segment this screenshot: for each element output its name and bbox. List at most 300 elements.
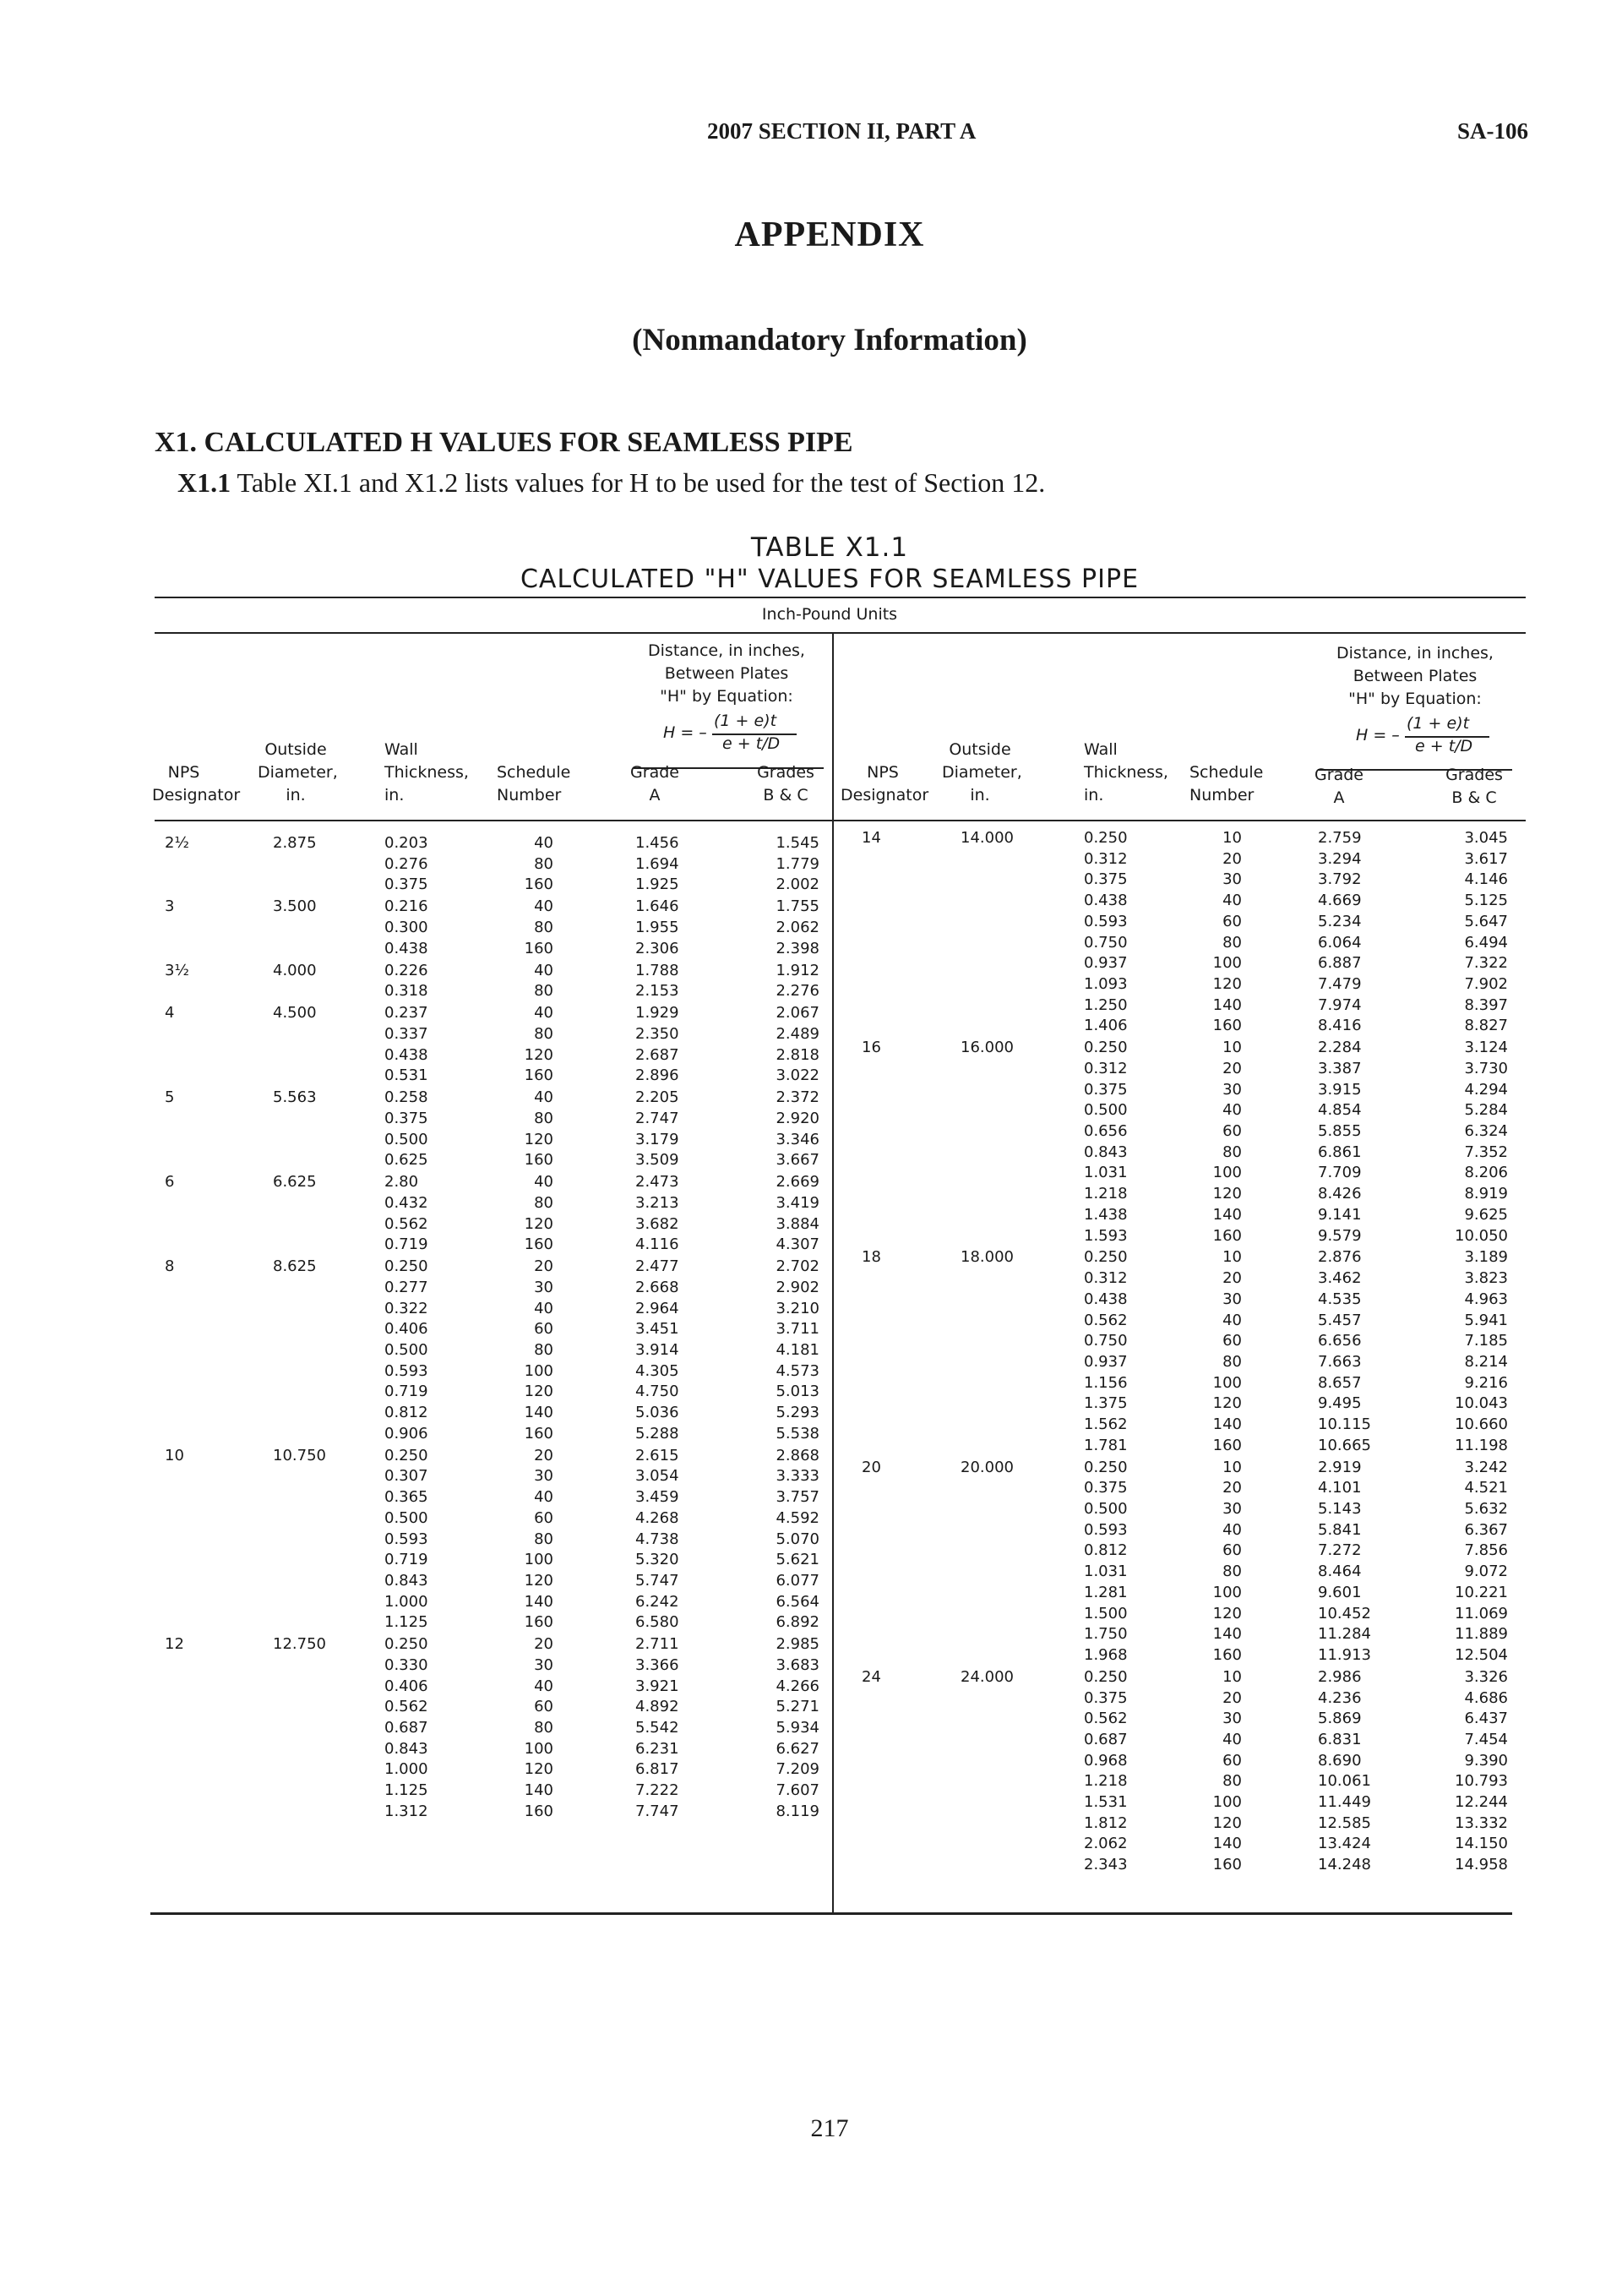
cell-od: 14.000 (961, 829, 1014, 847)
cell-a: 7.479 (1318, 974, 1362, 993)
cell-a: 5.869 (1318, 1710, 1362, 1728)
header-distance-line1: Distance, in inches, (648, 641, 805, 660)
cell-wall: 0.937 (1084, 954, 1128, 973)
header-nps-line2: Designator (152, 786, 241, 804)
cell-bc: 7.902 (1464, 974, 1508, 993)
cell-nps: 16 (862, 1039, 881, 1057)
cell-a: 2.615 (635, 1446, 679, 1464)
cell-wall: 0.250 (1084, 1458, 1128, 1476)
header-grade-a-right (1305, 764, 1373, 810)
cell-sch: 40 (534, 1004, 553, 1023)
cell-a: 7.222 (635, 1781, 679, 1800)
cell-nps: 24 (862, 1667, 881, 1686)
cell-sch: 20 (534, 1635, 553, 1654)
cell-a: 1.929 (635, 1004, 679, 1023)
cell-bc: 4.573 (776, 1361, 819, 1380)
cell-wall: 1.500 (1084, 1604, 1128, 1622)
cell-a: 13.424 (1318, 1835, 1371, 1853)
header-od (258, 739, 338, 807)
cell-wall: 0.625 (384, 1151, 428, 1170)
cell-sch: 160 (524, 875, 553, 894)
cell-sch: 30 (1222, 1080, 1242, 1099)
cell-sch: 140 (1212, 995, 1242, 1014)
cell-bc: 9.216 (1464, 1373, 1508, 1392)
cell-sch: 80 (534, 854, 553, 873)
cell-sch: 160 (524, 1424, 553, 1442)
cell-a: 2.711 (635, 1635, 679, 1654)
cell-a: 9.579 (1318, 1226, 1362, 1245)
cell-wall: 1.000 (384, 1760, 428, 1779)
cell-sch: 160 (524, 1151, 553, 1170)
cell-wall: 0.312 (1084, 849, 1128, 868)
header-distance-right-line1: Distance, in inches, (1336, 644, 1494, 663)
cell-a: 6.887 (1318, 954, 1362, 973)
cell-sch: 120 (1212, 1813, 1242, 1832)
cell-a: 3.459 (635, 1488, 679, 1507)
cell-wall: 1.281 (1084, 1583, 1128, 1601)
cell-bc: 1.755 (776, 897, 819, 916)
cell-sch: 30 (1222, 870, 1242, 889)
cell-sch: 120 (524, 1571, 553, 1590)
cell-bc: 7.352 (1464, 1143, 1508, 1161)
cell-bc: 5.271 (776, 1698, 819, 1716)
cell-wall: 0.562 (384, 1698, 428, 1716)
cell-sch: 60 (1222, 1332, 1242, 1350)
cell-sch: 40 (1222, 1101, 1242, 1120)
cell-bc: 2.868 (776, 1446, 819, 1464)
header-wall-right-line3: in. (1084, 786, 1104, 804)
cell-wall: 0.432 (384, 1193, 428, 1212)
cell-wall: 0.843 (384, 1739, 428, 1758)
cell-a: 3.451 (635, 1320, 679, 1339)
cell-wall: 0.322 (384, 1299, 428, 1317)
cell-a: 6.656 (1318, 1332, 1362, 1350)
cell-wall: 0.277 (384, 1278, 428, 1296)
cell-wall: 0.438 (1084, 892, 1128, 910)
cell-sch: 10 (1222, 1458, 1242, 1476)
cell-wall: 0.307 (384, 1467, 428, 1486)
header-nps-right-line2: Designator (841, 786, 929, 804)
cell-a: 2.473 (635, 1173, 679, 1192)
cell-sch: 80 (1222, 933, 1242, 952)
cell-a: 5.855 (1318, 1122, 1362, 1140)
cell-bc: 1.779 (776, 854, 819, 873)
cell-sch: 40 (1222, 1520, 1242, 1539)
table-caption: CALCULATED "H" VALUES FOR SEAMLESS PIPE (520, 564, 1140, 594)
cell-bc: 5.284 (1464, 1101, 1508, 1120)
cell-bc: 10.050 (1455, 1226, 1508, 1245)
cell-nps: 18 (862, 1248, 881, 1267)
cell-sch: 120 (524, 1045, 553, 1064)
cell-bc: 10.793 (1455, 1772, 1508, 1791)
cell-a: 1.646 (635, 897, 679, 916)
cell-a: 11.449 (1318, 1793, 1371, 1811)
cell-bc: 2.489 (776, 1024, 819, 1043)
cell-bc: 2.669 (776, 1173, 819, 1192)
cell-wall: 0.562 (1084, 1311, 1128, 1329)
cell-od: 24.000 (961, 1667, 1014, 1686)
cell-bc: 14.958 (1455, 1856, 1508, 1874)
cell-bc: 8.397 (1464, 995, 1508, 1014)
cell-a: 3.213 (635, 1193, 679, 1212)
cell-sch: 120 (524, 1130, 553, 1148)
cell-bc: 7.607 (776, 1781, 819, 1800)
cell-a: 1.955 (635, 919, 679, 936)
cell-sch: 100 (1212, 1373, 1242, 1392)
cell-wall: 0.300 (384, 919, 428, 936)
cell-a: 5.036 (635, 1404, 679, 1422)
cell-wall: 1.562 (1084, 1415, 1128, 1433)
cell-a: 6.242 (635, 1592, 679, 1611)
cell-a: 2.205 (635, 1088, 679, 1107)
cell-bc: 2.818 (776, 1045, 819, 1064)
cell-sch: 100 (1212, 1164, 1242, 1182)
cell-wall: 0.250 (384, 1257, 428, 1276)
cell-bc: 5.934 (776, 1719, 819, 1737)
cell-wall: 0.318 (384, 982, 428, 1001)
cell-bc: 2.002 (776, 875, 819, 894)
cell-wall: 0.375 (384, 875, 428, 894)
header-grades-bc-right-line2: B & C (1451, 788, 1497, 807)
cell-a: 5.234 (1318, 912, 1362, 930)
header-nps-right-line1: NPS (867, 763, 899, 782)
cell-bc: 3.210 (776, 1299, 819, 1317)
cell-bc: 6.892 (776, 1613, 819, 1632)
cell-bc: 6.494 (1464, 933, 1508, 952)
cell-a: 11.913 (1318, 1645, 1371, 1664)
cell-a: 7.974 (1318, 995, 1362, 1014)
cell-bc: 3.326 (1464, 1667, 1508, 1686)
cell-sch: 160 (524, 1802, 553, 1820)
cell-wall: 0.406 (384, 1320, 428, 1339)
cell-bc: 6.564 (776, 1592, 819, 1611)
cell-bc: 7.322 (1464, 954, 1508, 973)
cell-a: 8.426 (1318, 1185, 1362, 1203)
cell-sch: 100 (524, 1361, 553, 1380)
cell-wall: 0.312 (1084, 1059, 1128, 1077)
header-grades-bc-right (1436, 764, 1512, 810)
cell-wall: 0.375 (1084, 1688, 1128, 1707)
cell-sch: 160 (1212, 1017, 1242, 1035)
cell-a: 2.668 (635, 1278, 679, 1296)
cell-wall: 0.593 (1084, 912, 1128, 930)
cell-bc: 3.242 (1464, 1458, 1508, 1476)
cell-wall: 0.843 (384, 1571, 428, 1590)
cell-od: 2.875 (273, 834, 317, 852)
cell-a: 10.061 (1318, 1772, 1371, 1791)
cell-wall: 0.438 (384, 1045, 428, 1064)
cell-sch: 30 (534, 1467, 553, 1486)
running-head-section: 2007 SECTION II, PART A (707, 118, 977, 144)
cell-wall: 1.031 (1084, 1562, 1128, 1581)
cell-nps: 3½ (165, 961, 189, 979)
cell-wall: 0.250 (384, 1635, 428, 1654)
cell-a: 10.115 (1318, 1415, 1371, 1433)
cell-wall: 0.843 (1084, 1143, 1128, 1161)
cell-bc: 2.372 (776, 1088, 819, 1107)
cell-wall: 1.968 (1084, 1645, 1128, 1664)
cell-bc: 6.367 (1464, 1520, 1508, 1539)
cell-bc: 7.185 (1464, 1332, 1508, 1350)
cell-sch: 80 (1222, 1352, 1242, 1371)
cell-sch: 10 (1222, 1667, 1242, 1686)
cell-bc: 4.307 (776, 1235, 819, 1254)
cell-nps: 2½ (165, 834, 189, 852)
header-od-right-line2: Diameter, (942, 763, 1022, 782)
cell-wall: 0.312 (1084, 1269, 1128, 1288)
h-equation-right-denominator: e + t/D (1415, 737, 1473, 755)
cell-nps: 5 (165, 1088, 175, 1107)
cell-sch: 40 (534, 1088, 553, 1107)
cell-sch: 10 (1222, 1248, 1242, 1267)
cell-bc: 3.189 (1464, 1248, 1508, 1267)
cell-bc: 4.963 (1464, 1290, 1508, 1308)
header-schedule (497, 761, 573, 807)
cell-a: 8.464 (1318, 1562, 1362, 1581)
cell-wall: 1.812 (1084, 1813, 1128, 1832)
cell-sch: 40 (1222, 1311, 1242, 1329)
cell-wall: 1.093 (1084, 974, 1128, 993)
cell-sch: 30 (534, 1655, 553, 1674)
cell-sch: 20 (1222, 1059, 1242, 1077)
cell-nps: 8 (165, 1257, 175, 1276)
cell-a: 4.854 (1318, 1101, 1362, 1120)
cell-a: 12.585 (1318, 1813, 1371, 1832)
cell-wall: 0.438 (1084, 1290, 1128, 1308)
cell-a: 5.457 (1318, 1311, 1362, 1329)
cell-bc: 2.276 (776, 982, 819, 1001)
cell-wall: 0.500 (384, 1341, 428, 1359)
cell-bc: 8.214 (1464, 1352, 1508, 1371)
cell-sch: 40 (534, 897, 553, 916)
cell-sch: 120 (1212, 1604, 1242, 1622)
cell-wall: 0.719 (384, 1551, 428, 1569)
cell-sch: 40 (534, 1299, 553, 1317)
cell-bc: 13.332 (1455, 1813, 1508, 1832)
cell-sch: 20 (534, 1257, 553, 1276)
cell-wall: 0.593 (384, 1530, 428, 1548)
cell-a: 6.231 (635, 1739, 679, 1758)
cell-a: 3.509 (635, 1151, 679, 1170)
cell-bc: 5.647 (1464, 912, 1508, 930)
cell-od: 20.000 (961, 1458, 1014, 1476)
cell-a: 2.350 (635, 1024, 679, 1043)
section-paragraph (177, 467, 1045, 499)
cell-a: 7.663 (1318, 1352, 1362, 1371)
cell-a: 5.288 (635, 1424, 679, 1442)
cell-sch: 140 (1212, 1835, 1242, 1853)
cell-a: 2.747 (635, 1109, 679, 1127)
cell-bc: 8.919 (1464, 1185, 1508, 1203)
cell-sch: 120 (1212, 1185, 1242, 1203)
appendix-subtitle: (Nonmandatory Information) (632, 323, 1027, 357)
cell-sch: 160 (524, 1066, 553, 1085)
cell-bc: 3.045 (1464, 829, 1508, 847)
cell-a: 2.687 (635, 1045, 679, 1064)
cell-sch: 100 (1212, 1793, 1242, 1811)
cell-a: 3.462 (1318, 1269, 1362, 1288)
cell-a: 6.580 (635, 1613, 679, 1632)
header-schedule-line1: Schedule (497, 763, 571, 782)
cell-a: 3.179 (635, 1130, 679, 1148)
cell-wall: 0.562 (384, 1214, 428, 1233)
cell-bc: 3.667 (776, 1151, 819, 1170)
cell-od: 10.750 (273, 1446, 326, 1464)
cell-sch: 80 (534, 1530, 553, 1548)
cell-wall: 0.406 (384, 1677, 428, 1695)
cell-sch: 80 (534, 1719, 553, 1737)
cell-sch: 80 (1222, 1143, 1242, 1161)
cell-bc: 2.398 (776, 939, 819, 957)
cell-bc: 12.504 (1455, 1645, 1508, 1664)
header-od-right-line3: in. (970, 786, 990, 804)
cell-a: 2.919 (1318, 1458, 1362, 1476)
cell-wall: 1.125 (384, 1613, 428, 1632)
cell-a: 4.101 (1318, 1479, 1362, 1497)
cell-a: 2.896 (635, 1066, 679, 1085)
cell-bc: 9.390 (1464, 1751, 1508, 1770)
cell-sch: 40 (534, 1677, 553, 1695)
cell-wall: 0.593 (384, 1361, 428, 1380)
header-distance-line2: Between Plates (664, 664, 789, 683)
header-distance (621, 640, 832, 708)
cell-bc: 3.419 (776, 1193, 819, 1212)
cell-wall: 1.031 (1084, 1164, 1128, 1182)
cell-a: 4.669 (1318, 892, 1362, 910)
cell-nps: 12 (165, 1635, 184, 1654)
cell-sch: 20 (534, 1446, 553, 1464)
cell-wall: 0.258 (384, 1088, 428, 1107)
cell-sch: 120 (1212, 974, 1242, 993)
cell-a: 9.601 (1318, 1583, 1362, 1601)
cell-wall: 0.719 (384, 1235, 428, 1254)
cell-bc: 2.067 (776, 1004, 819, 1023)
cell-bc: 2.920 (776, 1109, 819, 1127)
cell-bc: 4.521 (1464, 1479, 1508, 1497)
header-wall-right (1084, 739, 1177, 807)
cell-wall: 0.656 (1084, 1122, 1128, 1140)
cell-a: 4.305 (635, 1361, 679, 1380)
cell-wall: 1.375 (1084, 1394, 1128, 1413)
header-grade-a-right-line2: A (1333, 788, 1345, 807)
appendix-title: APPENDIX (734, 215, 925, 254)
cell-wall: 2.343 (1084, 1856, 1128, 1874)
cell-bc: 1.545 (776, 834, 819, 852)
cell-wall: 0.375 (1084, 1080, 1128, 1099)
header-schedule-line2: Number (497, 786, 562, 804)
header-wall-line2: Thickness, (384, 763, 469, 782)
cell-a: 7.747 (635, 1802, 679, 1820)
cell-nps: 10 (165, 1446, 184, 1464)
section-paragraph-text: Table XI.1 and X1.2 lists values for H to be used for the test of Section 12. (237, 467, 1046, 498)
cell-bc: 9.625 (1464, 1205, 1508, 1224)
cell-bc: 2.702 (776, 1257, 819, 1276)
cell-sch: 120 (524, 1760, 553, 1779)
header-grade-a (625, 761, 684, 807)
cell-a: 4.892 (635, 1698, 679, 1716)
cell-wall: 0.968 (1084, 1751, 1128, 1770)
cell-od: 5.563 (273, 1088, 317, 1107)
h-equation-lhs: H = – (663, 723, 707, 742)
header-grade-a-line1: Grade (630, 763, 679, 782)
cell-sch: 20 (1222, 1688, 1242, 1707)
header-bottom-rule (155, 820, 1526, 821)
cell-wall: 0.330 (384, 1655, 428, 1674)
cell-wall: 0.719 (384, 1383, 428, 1401)
cell-sch: 60 (1222, 1751, 1242, 1770)
cell-wall: 0.203 (384, 834, 428, 852)
cell-bc: 5.632 (1464, 1500, 1508, 1518)
h-equation-denominator: e + t/D (722, 734, 781, 753)
cell-a: 3.915 (1318, 1080, 1362, 1099)
cell-bc: 5.538 (776, 1424, 819, 1442)
cell-bc: 5.621 (776, 1551, 819, 1569)
cell-a: 14.248 (1318, 1856, 1371, 1874)
cell-wall: 0.500 (384, 1130, 428, 1148)
cell-sch: 160 (524, 1235, 553, 1254)
cell-wall: 0.500 (384, 1508, 428, 1527)
cell-wall: 1.125 (384, 1781, 428, 1800)
cell-bc: 4.181 (776, 1341, 819, 1359)
cell-sch: 20 (1222, 1269, 1242, 1288)
cell-sch: 10 (1222, 829, 1242, 847)
cell-a: 4.535 (1318, 1290, 1362, 1308)
cell-wall: 0.365 (384, 1488, 428, 1507)
header-nps-line1: NPS (167, 763, 200, 782)
cell-wall: 0.250 (1084, 1039, 1128, 1057)
cell-a: 3.387 (1318, 1059, 1362, 1077)
header-grades-bc-right-line1: Grades (1445, 766, 1503, 784)
cell-sch: 40 (534, 834, 553, 852)
header-grades-bc-line2: B & C (763, 786, 808, 804)
cell-sch: 100 (524, 1551, 553, 1569)
cell-sch: 60 (534, 1320, 553, 1339)
cell-od: 12.750 (273, 1635, 326, 1654)
cell-sch: 160 (1212, 1645, 1242, 1664)
cell-bc: 12.244 (1455, 1793, 1508, 1811)
cell-a: 5.320 (635, 1551, 679, 1569)
cell-bc: 3.346 (776, 1130, 819, 1148)
cell-bc: 7.454 (1464, 1730, 1508, 1748)
header-grades-bc (748, 761, 824, 807)
cell-nps: 20 (862, 1458, 881, 1476)
cell-bc: 3.711 (776, 1320, 819, 1339)
cell-sch: 160 (524, 1613, 553, 1632)
cell-wall: 0.500 (1084, 1101, 1128, 1120)
cell-bc: 6.627 (776, 1739, 819, 1758)
cell-od: 3.500 (273, 897, 317, 916)
cell-wall: 1.438 (1084, 1205, 1128, 1224)
cell-bc: 5.013 (776, 1383, 819, 1401)
cell-bc: 2.902 (776, 1278, 819, 1296)
cell-bc: 8.119 (776, 1802, 819, 1820)
h-equation-right-numerator: (1 + e)t (1407, 714, 1470, 733)
cell-bc: 5.125 (1464, 892, 1508, 910)
cell-sch: 80 (1222, 1562, 1242, 1581)
cell-bc: 3.022 (776, 1066, 819, 1085)
cell-wall: 0.375 (1084, 1479, 1128, 1497)
cell-od: 8.625 (273, 1257, 317, 1276)
cell-od: 4.000 (273, 961, 317, 979)
header-nps-right (841, 761, 929, 807)
section-paragraph-label: X1.1 (177, 467, 231, 498)
cell-wall: 1.000 (384, 1592, 428, 1611)
cell-wall: 0.250 (1084, 829, 1128, 847)
cell-a: 6.064 (1318, 933, 1362, 952)
cell-a: 2.306 (635, 939, 679, 957)
header-wall-line3: in. (384, 786, 405, 804)
header-wall-right-line2: Thickness, (1084, 763, 1168, 782)
